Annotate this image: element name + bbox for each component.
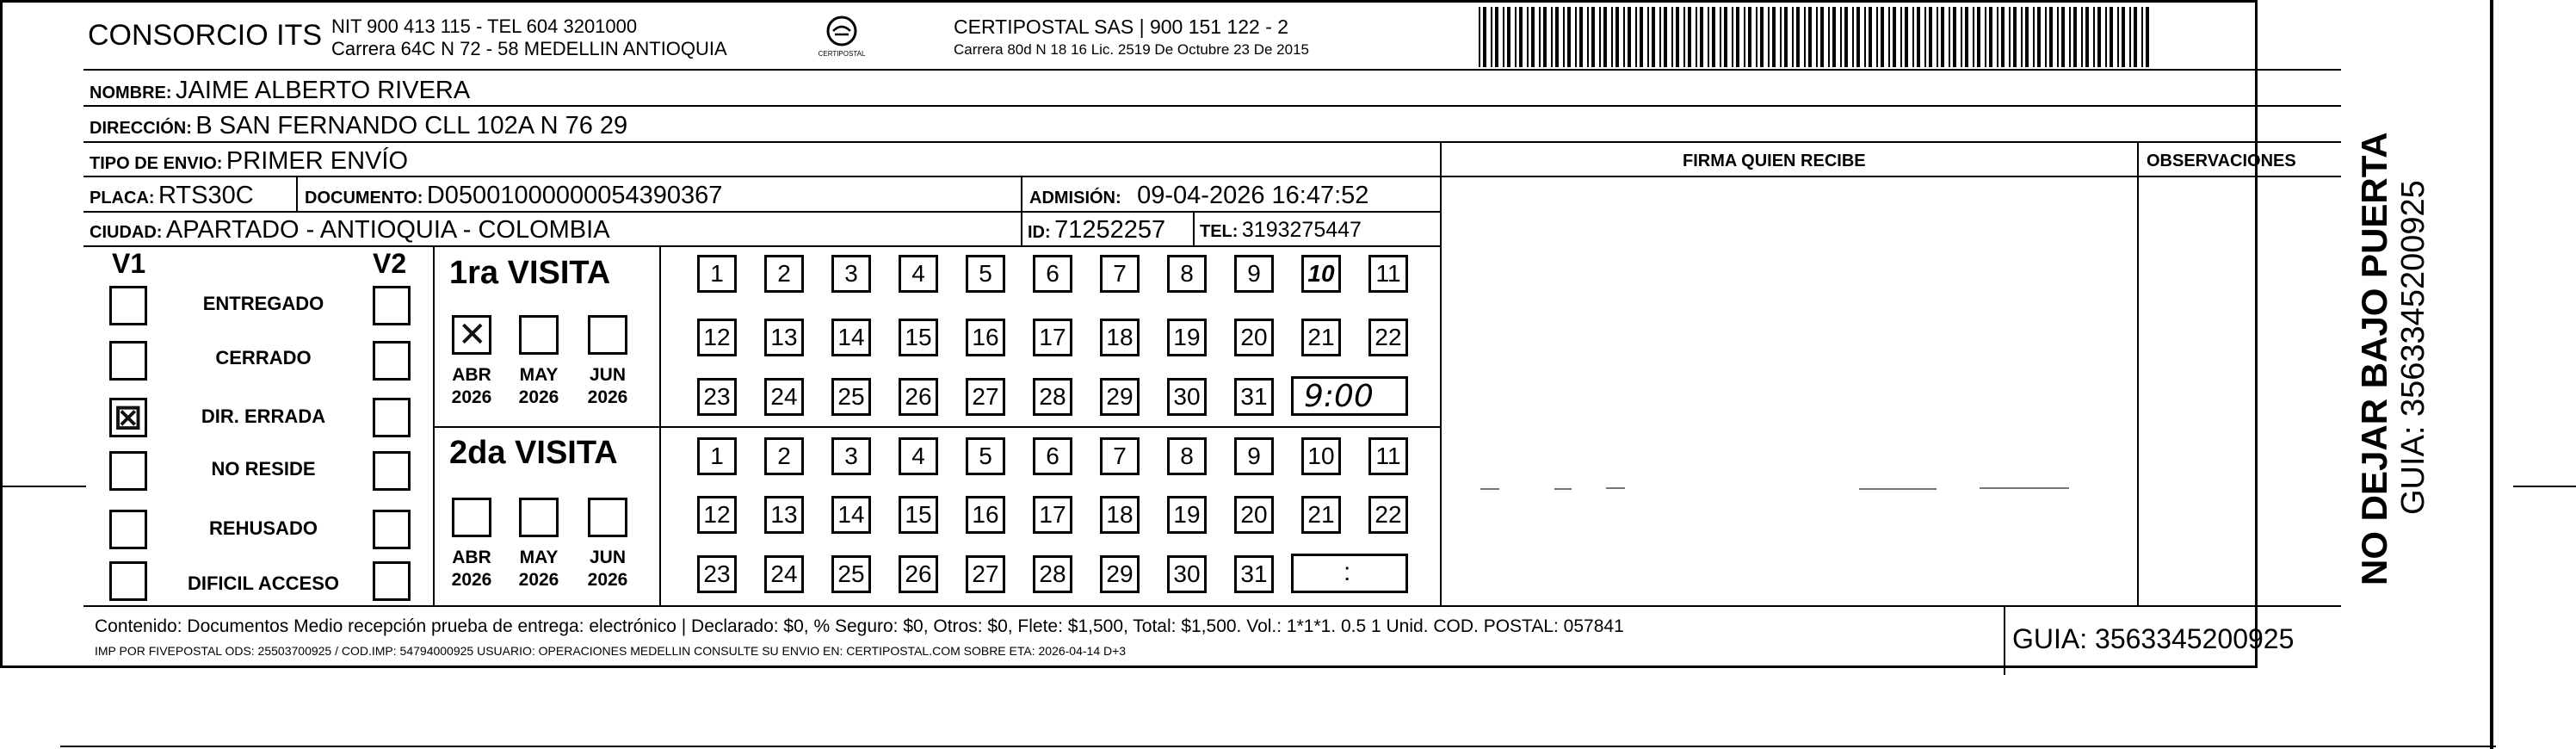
barcode-bar — [1973, 7, 1974, 67]
barcode-bar — [1603, 7, 1607, 67]
day-box[interactable]: 2 — [764, 255, 804, 293]
barcode-bar — [1997, 7, 1998, 67]
signature-scribble — [1859, 488, 1937, 490]
shipment-type-value: PRIMER ENVÍO — [225, 147, 409, 175]
month-checkbox[interactable] — [452, 498, 491, 537]
day-box[interactable]: 29 — [1100, 378, 1140, 416]
barcode-bar — [1804, 7, 1806, 67]
v1-label: V1 — [112, 248, 146, 279]
barcode-bar — [1869, 7, 1872, 67]
city-field — [90, 216, 610, 245]
barcode-bar — [1784, 7, 1788, 67]
barcode-bar — [1479, 7, 1480, 67]
name-field — [90, 77, 470, 105]
day-box[interactable]: 7 — [1100, 437, 1140, 475]
barcode-bar — [1937, 7, 1938, 67]
barcode-bar — [1900, 7, 1902, 67]
month-label: MAY — [519, 548, 559, 567]
barcode-bar — [1732, 7, 1733, 67]
barcode-bar — [1652, 7, 1655, 67]
footer-contents: Contenido: Documentos Medio recepción prueba de entrega: electrónico | Declarado: $0, % Seguro: $0, Otros: $0, Flete: $1,500, Total: $1,500. Vol.: 1*1*1. 0.5 1 Unid. COD. POSTAL: 057841 — [95, 616, 1624, 636]
day-box[interactable]: 3 — [831, 255, 871, 293]
barcode-bar — [1712, 7, 1715, 67]
month-checkbox[interactable] — [452, 315, 491, 355]
barcode-bar — [2033, 7, 2035, 67]
barcode-bar — [2081, 7, 2083, 67]
barcode-bar — [1563, 7, 1565, 67]
v2-checkbox[interactable] — [373, 561, 411, 601]
tel-value: 3193275447 — [1241, 218, 1362, 242]
observations-label: OBSERVACIONES — [2147, 152, 2296, 170]
year-label: 2026 — [451, 570, 492, 590]
second-visit-time-box[interactable] — [1291, 554, 1408, 593]
v2-checkbox[interactable] — [373, 398, 411, 437]
barcode-bar — [1912, 7, 1914, 67]
receiver-signature-label: FIRMA QUIEN RECIBE — [1683, 152, 1866, 170]
barcode-bar — [2085, 7, 2089, 67]
day-box[interactable]: 19 — [1167, 496, 1207, 534]
barcode-bar — [1555, 7, 1559, 67]
document-value: D05001000000054390367 — [426, 182, 723, 209]
x-mark-icon: ✕ — [458, 315, 487, 355]
barcode-bar — [1924, 7, 1926, 67]
certipostal-logo — [816, 12, 868, 64]
barcode-bar — [1700, 7, 1703, 67]
barcode-bar — [1888, 7, 1890, 67]
barcode-bar — [1985, 7, 1986, 67]
divider — [1440, 141, 1442, 606]
year-label: 2026 — [451, 387, 492, 407]
barcode-bar — [1780, 7, 1782, 67]
barcode-bar — [2013, 7, 2017, 67]
day-box[interactable]: 26 — [899, 555, 938, 593]
day-box[interactable]: 11 — [1368, 437, 1408, 475]
barcode-bar — [2061, 7, 2065, 67]
barcode-bar — [1599, 7, 1601, 67]
barcode-bar — [1628, 7, 1631, 67]
rule — [83, 605, 2341, 607]
barcode-bar — [1543, 7, 1547, 67]
document-label: DOCUMENTO: — [305, 189, 423, 207]
address-label: DIRECCIÓN: — [90, 119, 192, 138]
status-label: CERRADO — [215, 347, 312, 368]
shipment-type-label: TIPO DE ENVIO: — [90, 154, 223, 173]
day-box[interactable]: 26 — [899, 378, 938, 416]
divider — [296, 176, 298, 211]
v1-checkbox[interactable] — [109, 398, 147, 437]
divider — [433, 245, 435, 605]
barcode-bar — [1539, 7, 1541, 67]
day-box[interactable]: 16 — [966, 319, 1005, 356]
rule — [83, 245, 1442, 247]
barcode-bar — [1688, 7, 1691, 67]
plate-field — [90, 182, 254, 210]
barcode-bar — [1881, 7, 1884, 67]
year-label: 2026 — [587, 570, 628, 590]
day-box[interactable]: 28 — [1033, 378, 1072, 416]
barcode-bar — [1796, 7, 1800, 67]
day-box[interactable]: 10 — [1301, 437, 1341, 475]
signature-scribble — [1480, 488, 1499, 490]
barcode-bar — [2001, 7, 2005, 67]
barcode-bar — [1965, 7, 1968, 67]
day-box[interactable]: 25 — [831, 555, 871, 593]
barcode-bar — [1720, 7, 1721, 67]
barcode-bar — [1816, 7, 1818, 67]
day-box[interactable]: 23 — [697, 555, 737, 593]
barcode-bar — [1659, 7, 1661, 67]
day-box[interactable]: 15 — [899, 319, 938, 356]
signature-scribble — [1554, 488, 1572, 490]
barcode-bar — [2146, 7, 2149, 67]
rule — [83, 105, 2341, 107]
rule — [83, 141, 2341, 143]
barcode-bar — [1531, 7, 1535, 67]
edge-line-right — [2513, 486, 2576, 487]
admission-label: ADMISIÓN: — [1029, 189, 1121, 207]
status-label: REHUSADO — [209, 517, 318, 539]
year-label: 2026 — [518, 570, 559, 590]
day-box[interactable]: 17 — [1033, 496, 1072, 534]
barcode-bar — [2045, 7, 2047, 67]
barcode-bar — [2009, 7, 2011, 67]
month-label: JUN — [589, 365, 626, 385]
v2-checkbox[interactable] — [373, 451, 411, 491]
edge-line-left — [0, 486, 86, 487]
company-address: Carrera 64C N 72 - 58 MEDELLIN ANTIOQUIA — [331, 38, 727, 59]
divider — [659, 245, 661, 605]
page-right-edge — [2490, 0, 2493, 749]
barcode-bar — [1961, 7, 1962, 67]
month-checkbox[interactable] — [519, 498, 559, 537]
plate-value: RTS30C — [158, 182, 254, 209]
barcode-bar — [1615, 7, 1619, 67]
day-box[interactable]: 18 — [1100, 319, 1140, 356]
day-box[interactable]: 21 — [1301, 319, 1341, 356]
tel-field — [1200, 218, 1362, 243]
barcode-bar — [2037, 7, 2041, 67]
day-box[interactable]: 31 — [1234, 555, 1274, 593]
plate-label: PLACA: — [90, 189, 155, 207]
barcode-bar — [2122, 7, 2125, 67]
day-box[interactable]: 30 — [1167, 555, 1207, 593]
barcode-bar — [1587, 7, 1589, 67]
day-box[interactable]: 3 — [831, 437, 871, 475]
day-box[interactable]: 27 — [966, 378, 1005, 416]
day-box[interactable]: 6 — [1033, 437, 1072, 475]
barcode-bar — [1917, 7, 1920, 67]
barcode-bar — [1676, 7, 1679, 67]
day-box[interactable]: 13 — [764, 319, 804, 356]
shipment-type-field — [90, 147, 408, 176]
barcode-bar — [1893, 7, 1896, 67]
barcode-bar — [1724, 7, 1727, 67]
day-box[interactable]: 13 — [764, 496, 804, 534]
footer-imp-line: IMP POR FIVEPOSTAL ODS: 25503700925 / COD.IMP: 54794000925 USUARIO: OPERACIONES MEDELLIN CONSULTE SU ENVIO EN: CERTIPOSTAL.COM SOBRE ETA: 2026-04-14 D+3 — [95, 644, 1127, 658]
day-box[interactable]: 12 — [697, 319, 737, 356]
year-label: 2026 — [518, 387, 559, 407]
day-box[interactable]: 12 — [697, 496, 737, 534]
barcode-bar — [1756, 7, 1757, 67]
barcode-bar — [2069, 7, 2071, 67]
month-label: MAY — [519, 365, 559, 385]
barcode-bar — [1551, 7, 1553, 67]
barcode-bar — [1808, 7, 1812, 67]
barcode-bar — [1840, 7, 1842, 67]
v1-checkbox[interactable] — [109, 286, 147, 325]
first-visit-time: 9:00 — [1304, 379, 1374, 414]
status-label: DIR. ERRADA — [201, 405, 326, 427]
admission-value: 09-04-2026 16:47:52 — [1137, 182, 1369, 209]
barcode-bar — [2129, 7, 2131, 67]
document-field — [305, 182, 722, 210]
signature-scribble — [1980, 487, 2069, 489]
page-bottom-edge — [60, 746, 2496, 747]
day-box[interactable]: 30 — [1167, 378, 1207, 416]
barcode-bar — [1989, 7, 1992, 67]
second-visit-label: 2da VISITA — [449, 435, 618, 471]
day-box[interactable]: 7 — [1100, 255, 1140, 293]
barcode-bar — [1507, 7, 1510, 67]
day-box[interactable]: 4 — [899, 437, 938, 475]
month-checkbox[interactable] — [588, 498, 627, 537]
signature-scribble — [1606, 487, 1625, 489]
day-box[interactable]: 18 — [1100, 496, 1140, 534]
day-box[interactable]: 1 — [697, 255, 737, 293]
carrier-name: CERTIPOSTAL SAS | 900 151 122 - 2 — [954, 15, 1289, 38]
barcode-bar — [2117, 7, 2119, 67]
barcode-bar — [1864, 7, 1866, 67]
month-checkbox[interactable] — [519, 315, 559, 355]
barcode-bar — [1611, 7, 1613, 67]
day-box[interactable]: 14 — [831, 319, 871, 356]
first-visit-time-box[interactable] — [1291, 376, 1408, 416]
barcode-bar — [1491, 7, 1492, 67]
barcode-bar — [1852, 7, 1854, 67]
barcode-bar — [1828, 7, 1830, 67]
barcode-bar — [1495, 7, 1498, 67]
day-box[interactable]: 24 — [764, 378, 804, 416]
month-checkbox[interactable] — [588, 315, 627, 355]
tel-label: TEL: — [1200, 222, 1239, 241]
barcode-bar — [2025, 7, 2029, 67]
barcode-bar — [1772, 7, 1776, 67]
barcode-bar — [1683, 7, 1685, 67]
status-label: NO RESIDE — [211, 458, 316, 480]
company-name: CONSORCIO ITS — [88, 19, 323, 52]
id-label: ID: — [1028, 223, 1051, 242]
status-label: DIFICIL ACCESO — [187, 573, 339, 594]
barcode-bar — [2134, 7, 2137, 67]
day-box[interactable]: 2 — [764, 437, 804, 475]
barcode-bar — [1820, 7, 1824, 67]
barcode-bar — [1527, 7, 1529, 67]
barcode-bar — [1905, 7, 1908, 67]
v1-checkbox[interactable] — [109, 451, 147, 491]
barcode-bar — [2105, 7, 2107, 67]
barcode-bar — [1503, 7, 1504, 67]
barcode-bar — [1953, 7, 1956, 67]
barcode-bar — [1844, 7, 1848, 67]
rule — [83, 69, 2341, 71]
barcode-bar — [1736, 7, 1739, 67]
barcode-bar — [1591, 7, 1595, 67]
day-box[interactable]: 5 — [966, 255, 1005, 293]
v2-checkbox[interactable] — [373, 510, 411, 549]
barcode-bar — [1760, 7, 1764, 67]
logo-text: CERTIPOSTAL — [818, 50, 866, 58]
day-box[interactable]: 25 — [831, 378, 871, 416]
barcode-bar — [1623, 7, 1625, 67]
footer-guia: GUIA: 3563345200925 — [2012, 623, 2295, 654]
day-box[interactable]: 14 — [831, 496, 871, 534]
address-field — [90, 112, 627, 140]
v1-checkbox[interactable] — [109, 510, 147, 549]
day-box[interactable]: 28 — [1033, 555, 1072, 593]
day-box[interactable]: 9 — [1234, 255, 1274, 293]
status-label: ENTREGADO — [202, 293, 324, 314]
id-value: 71252257 — [1054, 216, 1166, 244]
barcode-bar — [2057, 7, 2059, 67]
v1-checkbox[interactable] — [109, 561, 147, 601]
day-box[interactable]: 22 — [1368, 319, 1408, 356]
company-nit: NIT 900 413 115 - TEL 604 3201000 — [331, 15, 638, 37]
barcode-bar — [2110, 7, 2113, 67]
day-box[interactable]: 5 — [966, 437, 1005, 475]
barcode-bar — [2073, 7, 2077, 67]
divider — [2004, 605, 2005, 675]
v2-checkbox[interactable] — [373, 286, 411, 325]
day-box[interactable]: 8 — [1167, 255, 1207, 293]
divider — [1021, 176, 1022, 245]
day-box[interactable]: 10 — [1301, 255, 1341, 293]
city-value: APARTADO - ANTIOQUIA - COLOMBIA — [165, 216, 610, 244]
barcode-bar — [1876, 7, 1878, 67]
divider — [2137, 141, 2139, 606]
barcode-bar — [1640, 7, 1643, 67]
day-box[interactable]: 29 — [1100, 555, 1140, 593]
rule — [83, 211, 1442, 213]
v2-label: V2 — [373, 248, 407, 279]
barcode-bar — [1567, 7, 1571, 67]
v2-checkbox[interactable] — [373, 341, 411, 381]
side-warning: NO DEJAR BAJO PUERTA — [2354, 132, 2394, 585]
barcode-bar — [1941, 7, 1944, 67]
barcode-bar — [1483, 7, 1486, 67]
day-box[interactable]: 23 — [697, 378, 737, 416]
address-value: B SAN FERNANDO CLL 102A N 76 29 — [195, 112, 628, 139]
barcode-bar — [2049, 7, 2053, 67]
day-box[interactable]: 6 — [1033, 255, 1072, 293]
day-box[interactable]: 31 — [1234, 378, 1274, 416]
second-visit-time: : — [1344, 558, 1351, 586]
rule — [83, 176, 2341, 177]
name-value: JAIME ALBERTO RIVERA — [176, 77, 471, 104]
barcode-bar — [1856, 7, 1860, 67]
day-box[interactable]: 20 — [1234, 319, 1274, 356]
divider — [1193, 211, 1195, 245]
admission-field — [1029, 182, 1368, 210]
name-label: NOMBRE: — [90, 84, 172, 102]
day-box[interactable]: 17 — [1033, 319, 1072, 356]
day-box[interactable]: 15 — [899, 496, 938, 534]
barcode-bar — [1515, 7, 1517, 67]
barcode-bar — [1579, 7, 1583, 67]
barcode-bar — [1664, 7, 1667, 67]
barcode-bar — [1832, 7, 1836, 67]
barcode-bar — [1949, 7, 1950, 67]
day-box[interactable]: 27 — [966, 555, 1005, 593]
barcode-bar — [2021, 7, 2023, 67]
day-box[interactable]: 1 — [697, 437, 737, 475]
barcode — [1479, 7, 2159, 67]
barcode-bar — [1792, 7, 1794, 67]
barcode-bar — [2141, 7, 2143, 67]
side-guia: GUIA: 3563345200925 — [2395, 180, 2431, 515]
barcode-bar — [1519, 7, 1523, 67]
day-box[interactable]: 22 — [1368, 496, 1408, 534]
barcode-bar — [1635, 7, 1637, 67]
first-visit-label: 1ra VISITA — [449, 255, 611, 291]
day-box[interactable]: 11 — [1368, 255, 1408, 293]
v1-checkbox[interactable] — [109, 341, 147, 381]
year-label: 2026 — [587, 387, 628, 407]
id-field — [1028, 216, 1165, 245]
month-label: JUN — [589, 548, 626, 567]
carrier-license: Carrera 80d N 18 16 Lic. 2519 De Octubre 23 De 2015 — [954, 41, 1309, 58]
barcode-bar — [1977, 7, 1980, 67]
day-box[interactable]: 9 — [1234, 437, 1274, 475]
day-box[interactable]: 8 — [1167, 437, 1207, 475]
day-box[interactable]: 21 — [1301, 496, 1341, 534]
day-box[interactable]: 16 — [966, 496, 1005, 534]
barcode-bar — [1744, 7, 1745, 67]
city-label: CIUDAD: — [90, 223, 163, 242]
barcode-bar — [2097, 7, 2101, 67]
barcode-bar — [1708, 7, 1709, 67]
check-mark-icon: ⊠ — [114, 398, 143, 437]
month-label: ABR — [452, 365, 491, 385]
rule — [433, 426, 1442, 428]
month-label: ABR — [452, 548, 491, 567]
barcode-bar — [1575, 7, 1577, 67]
day-box[interactable]: 20 — [1234, 496, 1274, 534]
barcode-bar — [1768, 7, 1770, 67]
barcode-bar — [2093, 7, 2095, 67]
barcode-bar — [1696, 7, 1697, 67]
barcode-bar — [1671, 7, 1673, 67]
barcode-bar — [1929, 7, 1932, 67]
day-box[interactable]: 19 — [1167, 319, 1207, 356]
day-box[interactable]: 24 — [764, 555, 804, 593]
day-box[interactable]: 4 — [899, 255, 938, 293]
barcode-bar — [1748, 7, 1751, 67]
barcode-bar — [1647, 7, 1649, 67]
